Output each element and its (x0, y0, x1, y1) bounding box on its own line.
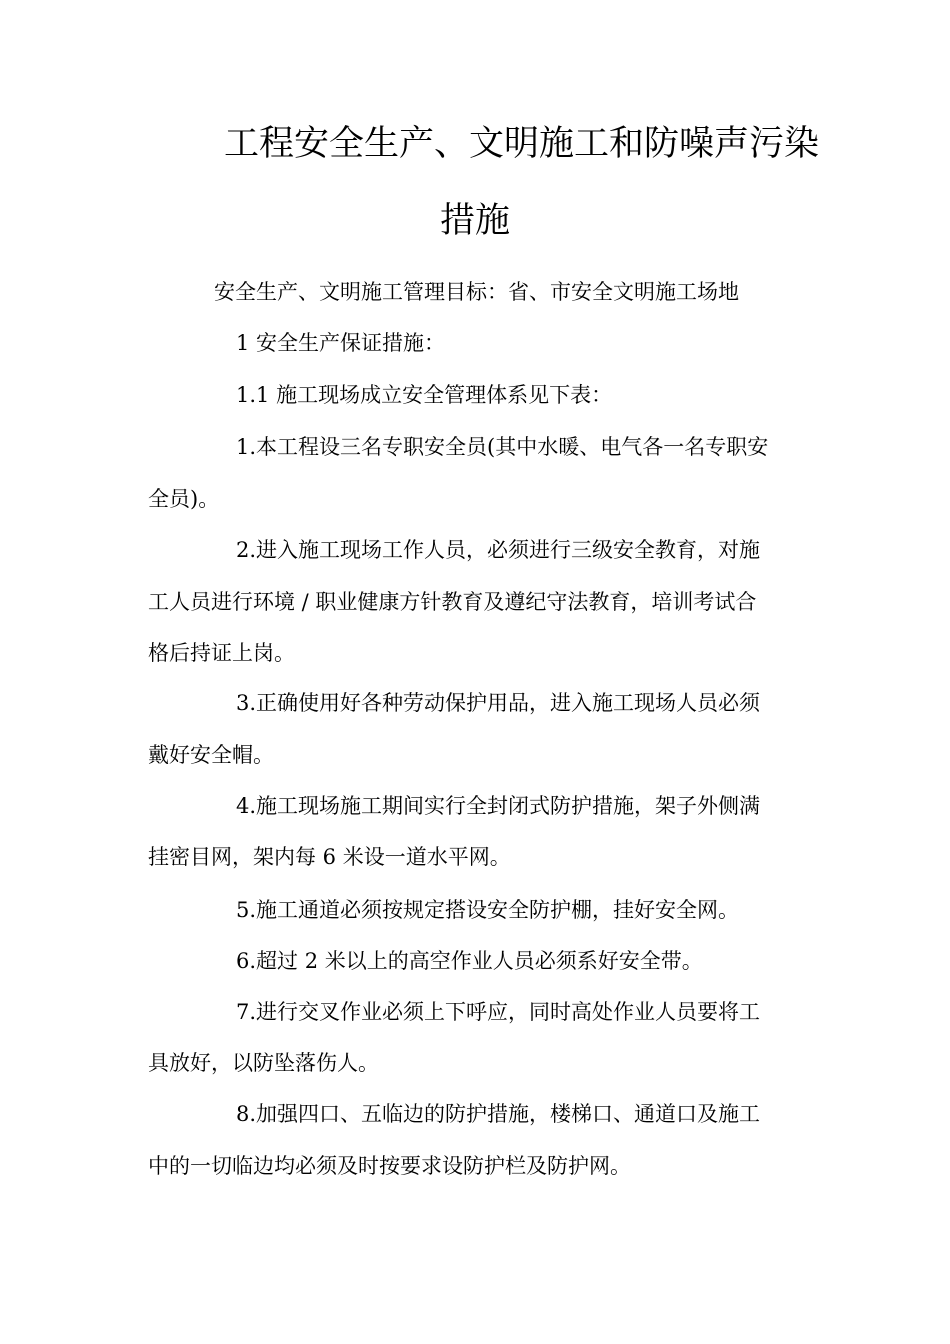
document-title-line-1: 工程安全生产、文明施工和防噪声污染 (224, 124, 820, 164)
item-4-line-2: 挂密目网，架内每 6 米设一道水平网。 (148, 845, 511, 869)
item-4-line-1: 4.施工现场施工期间实行全封闭式防护措施，架子外侧满 (236, 794, 761, 818)
item-6-line-1: 6.超过 2 米以上的高空作业人员必须系好安全带。 (236, 949, 703, 973)
item-2-line-3: 格后持证上岗。 (148, 641, 295, 665)
item-1-line-2: 全员)。 (148, 487, 220, 511)
item-1-line-1: 1.本工程设三名专职安全员(其中水暖、电气各一名专职安 (236, 435, 769, 459)
item-2-line-1: 2.进入施工现场工作人员，必须进行三级安全教育，对施 (236, 538, 761, 562)
item-8-line-2: 中的一切临边均必须及时按要求设防护栏及防护网。 (148, 1154, 631, 1178)
item-7-line-2: 具放好，以防坠落伤人。 (148, 1051, 379, 1075)
item-5-line-1: 5.施工通道必须按规定搭设安全防护棚，挂好安全网。 (236, 898, 740, 922)
item-8-line-1: 8.加强四口、五临边的防护措施，楼梯口、通道口及施工 (236, 1102, 761, 1126)
item-7-line-1: 7.进行交叉作业必须上下呼应，同时高处作业人员要将工 (236, 1000, 761, 1024)
document-title-line-2: 措施 (439, 201, 510, 241)
item-3-line-2: 戴好安全帽。 (148, 743, 274, 767)
item-3-line-1: 3.正确使用好各种劳动保护用品，进入施工现场人员必须 (236, 691, 761, 715)
item-2-line-2: 工人员进行环境 / 职业健康方针教育及遵纪守法教育，培训考试合 (148, 590, 757, 614)
management-goal: 安全生产、文明施工管理目标：省、市安全文明施工场地 (214, 280, 739, 304)
section-1-heading: 1 安全生产保证措施： (236, 331, 446, 355)
section-1-1-heading: 1.1 施工现场成立安全管理体系见下表： (236, 383, 613, 407)
